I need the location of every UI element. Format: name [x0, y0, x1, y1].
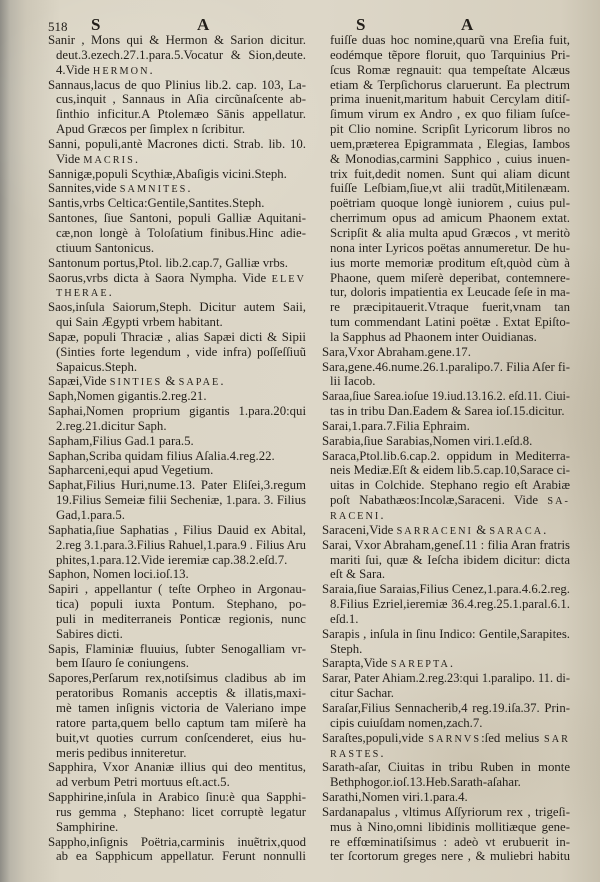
- dictionary-entry: [322, 419, 570, 434]
- entry-line: ratore parta,quem bello captum tam miſerè ha: [56, 715, 306, 730]
- cross-reference: SAREPTA: [390, 659, 450, 671]
- text-run: Saorus,vrbs dicta à Saora Nympha. Vide: [48, 270, 272, 285]
- entry-line: Saraſar,Filius Sennacherib,4 reg.19.iſa.37. Prin-: [322, 700, 570, 715]
- text-run: Sarapta,Vide: [322, 656, 391, 671]
- dictionary-entry: [322, 701, 570, 731]
- entry-line: Sapphirine,inſula in Arabico ſinu:è qua Sapphi-: [48, 790, 306, 805]
- entry-line: [330, 746, 570, 761]
- entry-line: qui Sain Ægypti vrbem habitant.: [56, 315, 223, 330]
- entry-line: Phaone, quem miſerè deperibat, contemnere-: [330, 270, 570, 285]
- entry-line: tur, doloris impatientia ex Leucade ſeſe in ma-: [330, 285, 570, 300]
- running-head-letter: A: [197, 15, 210, 34]
- dictionary-entry: [322, 671, 570, 701]
- text-run: Saraceni,Vide: [322, 522, 397, 537]
- text-run: &: [162, 374, 179, 389]
- dictionary-entry: [48, 449, 306, 464]
- left-text-column: [48, 33, 306, 864]
- dictionary-entry: [48, 523, 306, 568]
- entry-line: eſt & Sara.: [330, 567, 386, 582]
- entry-line: phites,1.para.12.Vide ieremiæ cap.38.2.eſd.7.: [56, 552, 288, 567]
- entry-line: [56, 152, 306, 167]
- text-run: Sannites,vide: [48, 181, 120, 196]
- dictionary-entry: [48, 478, 306, 523]
- entry-line: cipis cuiuſdam nomen,zach.7.: [330, 715, 483, 730]
- entry-line: bem Iſauro ſe coniungens.: [56, 656, 189, 671]
- dictionary-entry: [322, 760, 570, 790]
- text-run: .: [449, 656, 454, 671]
- entry-line: tum commendant Latini poëtæ . Extat Epiſto-: [330, 315, 570, 330]
- entry-line: buit,vt quoties currum conſcenderet, eius hu-: [56, 730, 306, 745]
- entry-line: meris pedibus inniteretur.: [56, 745, 187, 760]
- right-text-column: [322, 33, 570, 864]
- entry-line: 19.Filius Semeiæ filii Secheniæ, 1.para. 3. Filius: [56, 493, 306, 508]
- entry-line: Sabires dicti.: [56, 626, 123, 641]
- cross-reference: THERAE: [56, 288, 109, 300]
- entry-line: [48, 271, 306, 286]
- text-run: .: [149, 62, 153, 77]
- entry-line: nona inter Lyricos poëtas annumeretur. De hu-: [330, 240, 570, 255]
- entry-line: [56, 63, 306, 78]
- entry-line: [330, 508, 570, 523]
- entry-line: eodémque tẽpore floruit, quo Tarquinius Pri-: [330, 47, 570, 62]
- dictionary-entry: [322, 805, 570, 864]
- text-run: 4.Vide: [56, 62, 93, 77]
- dictionary-entry: [322, 790, 570, 805]
- running-head-letter: S: [356, 15, 366, 34]
- entry-line: Apud Græcos per ſimplex n ſcribitur.: [56, 122, 246, 137]
- dictionary-entry: [48, 671, 306, 760]
- entry-line: Saphan,Scriba quidam filius Aſalia.4.reg.22.: [48, 448, 275, 463]
- entry-line: Sarar, Pater Ahiam.2.reg.23:qui 1.paralipo. 11. di-: [322, 671, 570, 686]
- entry-line: Bethphogor.ioſ.13.Heb.Sarath-aſahar.: [330, 775, 521, 790]
- entry-line: Sardanapalus , vltimus Aſſyriorum rex , trigeſi-: [322, 804, 570, 819]
- entry-line: Sapæ, populi Thraciæ , alias Sapæi dicti & Sipii: [48, 329, 306, 344]
- text-run: .: [543, 522, 547, 537]
- entry-line: Sapharceni,equi apud Vegetium.: [48, 463, 214, 478]
- dictionary-entry: [48, 835, 306, 865]
- entry-line: trix fuit,dedit nomen. Sunt qui aliam dicunt: [330, 166, 570, 181]
- entry-line: mariti ſui, quæ & Ieſcha ibidem dicitur: dicta: [330, 552, 570, 567]
- entry-line: ctiuum Santonicus.: [56, 240, 155, 255]
- entry-line: Saph,Nomen gigantis.2.reg.21.: [48, 389, 207, 404]
- cross-reference: SA-: [547, 496, 570, 508]
- cross-reference: RASTES: [330, 748, 381, 760]
- text-run: .: [187, 181, 191, 196]
- entry-line: Saphat,Filius Huri,nume.13. Pater Eliſei,3.regum: [48, 478, 306, 493]
- entry-line: Sannaus,lacus de quo Plinius lib.2. cap. 103, La-: [48, 77, 306, 92]
- entry-line: [48, 181, 306, 196]
- entry-line: fuiſſe Leſbiam,ſiue,vt alii tradũt,Mitilenæam.: [330, 181, 570, 196]
- dictionary-entry: [322, 627, 570, 657]
- dictionary-entry: [48, 790, 306, 835]
- running-head-letter: S: [91, 15, 101, 34]
- entry-line: peratoribus Romanis acceptis & illatis,maxi-: [56, 686, 306, 701]
- dictionary-entry: [48, 642, 306, 672]
- entry-line: ab ea Sapphicum appellatur. Ferunt nonnulli: [56, 849, 306, 864]
- entry-line: cus,inquit , Sannaus in Aſia circũnaſcente ab-: [56, 92, 306, 107]
- dictionary-entry: [322, 360, 570, 390]
- entry-line: etiam & Terpſichorus claruerunt. Ea plectrum: [330, 77, 570, 92]
- cross-reference: SINTIES: [109, 377, 163, 389]
- entry-line: Sapiri , appellantur ( teſte Orpheo in Argonau-: [48, 582, 306, 597]
- entry-line: Saphatia,ſiue Saphatias , Filius Dauid ex Abital,: [48, 522, 306, 537]
- entry-line: Sapis, Flaminiæ fluuius, ſubter Senogalliam vr-: [48, 641, 306, 656]
- cross-reference: SAMNITES: [119, 184, 188, 196]
- dictionary-entry: [48, 211, 306, 256]
- entry-line: eſd.1.: [330, 611, 359, 626]
- text-run: :ſed melius: [481, 730, 544, 745]
- entry-line: Sanni, populi,antè Macrones dicti. Strab. lib. 10.: [48, 136, 306, 151]
- entry-line: [48, 374, 306, 389]
- entry-line: ius morte memoriæ proditum eſt,quòd cùm à: [330, 255, 570, 270]
- entry-line: deut.3.ezech.27.1.para.5.Vocatur & Sion,deute.: [56, 47, 306, 62]
- text-run: .: [134, 151, 139, 166]
- entry-line: Sannigæ,populi Scythiæ,Abaſigis vicini.Steph.: [48, 166, 287, 181]
- dictionary-entry: [48, 167, 306, 182]
- entry-line: cæ,non longè à Toloſatium finibus.Hinc adie-: [56, 225, 306, 240]
- dictionary-entry: [48, 196, 306, 211]
- entry-line: 2.reg 3.1.para.3.Filius Rahuel,1.para.9 . Filius Aru: [56, 537, 306, 552]
- entry-line: ſcus Romæ regnauit: qua tempeſtate Alcæus: [330, 62, 570, 77]
- entry-line: cherrimum opus ad amicum Phaonem extat.: [330, 211, 570, 226]
- text-run: .: [380, 745, 384, 760]
- entry-line: Santones, ſiue Santoni, populi Galliæ Aquitani-: [48, 211, 306, 226]
- entry-line: ter ſcortorum greges nere , & muliebri habitu: [330, 849, 570, 864]
- entry-line: mè tamen inſignis victoria de Valeriano impe: [56, 700, 306, 715]
- dictionary-entry: [48, 330, 306, 375]
- running-head-letter: A: [461, 15, 474, 34]
- entry-line: [322, 731, 570, 746]
- dictionary-entry: [48, 256, 306, 271]
- dictionary-entry: [322, 731, 570, 761]
- entry-line: Sarai,1.para.7.Filia Ephraim.: [322, 418, 470, 433]
- dictionary-entry: [48, 271, 306, 301]
- entry-line: Sanir , Mons qui & Hermon & Sarion dicitur.: [48, 33, 306, 47]
- text-run: .: [380, 508, 384, 522]
- entry-line: [56, 285, 306, 300]
- entry-line: Sapores,Perſarum rex,notiſsimus cladibus ab im: [48, 671, 306, 686]
- text-run: &: [473, 522, 490, 537]
- entry-line: puli in mediterraneis Ponticæ regionis, nunc: [56, 611, 306, 626]
- cross-reference: HERMON: [92, 65, 150, 77]
- entry-line: pit Clio nomine. Scripſit Lyricorum libros no: [330, 122, 570, 137]
- entry-line: Saphon, Nomen loci.ioſ.13.: [48, 567, 189, 582]
- entry-line: poëtriam quoque longè iuniorem , cuius pul-: [330, 196, 570, 211]
- entry-line: uem,præterea Epigrammata , Elegias, Iambos: [330, 136, 570, 151]
- dictionary-entry: [322, 538, 570, 583]
- dictionary-entry: [48, 582, 306, 641]
- entry-line: [322, 656, 570, 671]
- text-run: .: [108, 285, 112, 300]
- entry-line: re præcipitauerit.Vtraque fuerit,vnam tan: [330, 300, 570, 315]
- cross-reference: MACRIS: [83, 154, 135, 166]
- page-number: 518: [48, 19, 68, 34]
- entry-line: Saos,inſula Saiorum,Steph. Dicitur autem Saii,: [48, 300, 306, 315]
- cross-reference: SARRACENI: [396, 525, 473, 537]
- entry-line: lii Iacob.: [330, 374, 376, 389]
- dictionary-entry: [48, 434, 306, 449]
- dictionary-entry: [48, 181, 306, 196]
- entry-line: prima inuenit,maritum habuit Cercylam ditiſ-: [330, 92, 570, 107]
- entry-line: mus à Nino,omni libidinis mollitiæque gene-: [330, 819, 570, 834]
- dictionary-entry: [48, 300, 306, 330]
- dictionary-entry: [322, 656, 570, 671]
- entry-line: uitas in Colchide. Stephano regio eſt Arabiæ: [330, 478, 570, 493]
- text-run: Vide: [56, 151, 84, 166]
- entry-line: [330, 493, 570, 508]
- entry-line: ad verbum Petri mortuus eſt.act.5.: [56, 775, 230, 790]
- entry-line: Sarabia,ſiue Sarabias,Nomen viri.1.eſd.8.: [322, 433, 533, 448]
- text-run: Saraſtes,populi,vide: [322, 730, 429, 745]
- entry-line: 8.Filius Ezriel,ieremiæ 36.4.reg.25.1.paral.6.1.: [330, 597, 570, 612]
- entry-line: neis Mediæ.Eſt & eidem lib.5.cap.10,Sarace ci-: [330, 463, 570, 478]
- entry-line: Sarai, Vxor Abraham,geneſ.11 : filia Aran fratris: [322, 537, 570, 552]
- entry-line: la Sapphus ad Phaonem inter Ouidianas.: [330, 329, 537, 344]
- entry-line: tica) populi iuxta Pontum. Stephano, po-: [56, 597, 306, 612]
- entry-line: re effœminatiſsimus : adeò vt erubuerit in-: [330, 834, 570, 849]
- entry-line: citur Sachar.: [330, 686, 394, 701]
- entry-line: [322, 523, 570, 538]
- entry-line: Saraca,Ptol.lib.6.cap.2. oppidum in Mediterra-: [322, 448, 570, 463]
- dictionary-entry: [322, 582, 570, 627]
- dictionary-entry: [48, 389, 306, 404]
- text-run: .: [220, 374, 224, 389]
- dictionary-entry: [322, 389, 570, 419]
- entry-line: Sapham,Filius Gad.1 para.5.: [48, 433, 194, 448]
- dictionary-entry: [322, 434, 570, 449]
- cross-reference: RACENI: [330, 511, 381, 522]
- entry-line: Saraia,ſiue Saraias,Filius Cenez,1.para.4.6.2.reg.: [322, 582, 570, 597]
- dictionary-entry: [322, 523, 570, 538]
- entry-line: & Monodias,carmini Sapphico , cuius inuen-: [330, 151, 570, 166]
- entry-line: Scripſit & alia multa apud Græcos , vt meritò: [330, 225, 570, 240]
- entry-line: Sara,Vxor Abraham.gene.17.: [322, 344, 471, 359]
- cross-reference: SARNVS: [428, 733, 482, 745]
- entry-line: Sara,gene.46.nume.26.1.paralipo.7. Filia Aſer fi-: [322, 359, 570, 374]
- entry-line: 2.reg.21.dicitur Saph.: [56, 418, 167, 433]
- entry-line: Sarath-aſar, Ciuitas in tribu Ruben in monte: [322, 760, 570, 775]
- cross-reference: SAPAE: [178, 377, 221, 389]
- text-run: Sapæi,Vide: [48, 374, 110, 389]
- cross-reference: SAR: [543, 733, 571, 745]
- entry-line: Santonum portus,Ptol. lib.2.cap.7, Galliæ vrbs.: [48, 255, 288, 270]
- entry-line: ſinthio inficitur.A Ptolemæo Sānis appellatur.: [56, 107, 306, 122]
- dictionary-entry: [48, 760, 306, 790]
- entry-line: tas in tribu Dan.Eadem & Sarea ioſ.15.dicitur.: [330, 404, 565, 419]
- entry-line: Steph.: [330, 641, 363, 656]
- entry-line: Santis,vrbs Celtica:Gentile,Santites.Steph.: [48, 196, 265, 211]
- dictionary-entry: [322, 449, 570, 523]
- dictionary-entry: [48, 374, 306, 389]
- dictionary-entry: [48, 463, 306, 478]
- carryover-text: [322, 33, 570, 345]
- dictionary-entry: [48, 137, 306, 167]
- entry-line: fuiſſe duas hoc nomine,quarũ vna Ereſia fuit,: [330, 33, 570, 47]
- entry-line: (Sinties forte legendum , vide infra) poſſeſſiuũ: [56, 344, 306, 359]
- entry-line: Samphirine.: [56, 819, 119, 834]
- entry-line: Saraa,ſiue Sarea.ioſue 19.iud.13.16.2. eſd.11. Ciui-: [322, 389, 570, 404]
- cross-reference: SARACA: [489, 525, 544, 537]
- dictionary-entry: [322, 345, 570, 360]
- entry-line: Sapphira, Vxor Ananiæ illius qui deo mentitus,: [48, 760, 306, 775]
- entry-line: Sapaicus.Steph.: [56, 359, 138, 374]
- entry-line: Sappho,inſignis Poëtria,carminis inuẽtrix,quod: [48, 834, 306, 849]
- entry-line: Saphai,Nomen proprium gigantis 1.para.20:qui: [48, 404, 306, 419]
- entry-line: Sarathi,Nomen viri.1.para.4.: [322, 790, 468, 805]
- entry-line: ſimum virum ex Andro , ex quo filiam ſuſce-: [330, 107, 570, 122]
- dictionary-entry: [48, 567, 306, 582]
- dictionary-entry: [48, 33, 306, 78]
- dictionary-entry: [48, 78, 306, 137]
- entry-line: Sarapis , inſula in ſinu Indico: Gentile,Sarapites.: [322, 626, 570, 641]
- entry-line: rus gemma , Stephano: licet corruptè legatur: [56, 804, 306, 819]
- cross-reference: ELEV: [271, 273, 306, 285]
- dictionary-entry: [48, 404, 306, 434]
- entry-line: Gad,1.para.5.: [56, 508, 125, 522]
- text-run: poſt Nabathæos:Incolæ,Saraceni. Vide: [330, 493, 548, 508]
